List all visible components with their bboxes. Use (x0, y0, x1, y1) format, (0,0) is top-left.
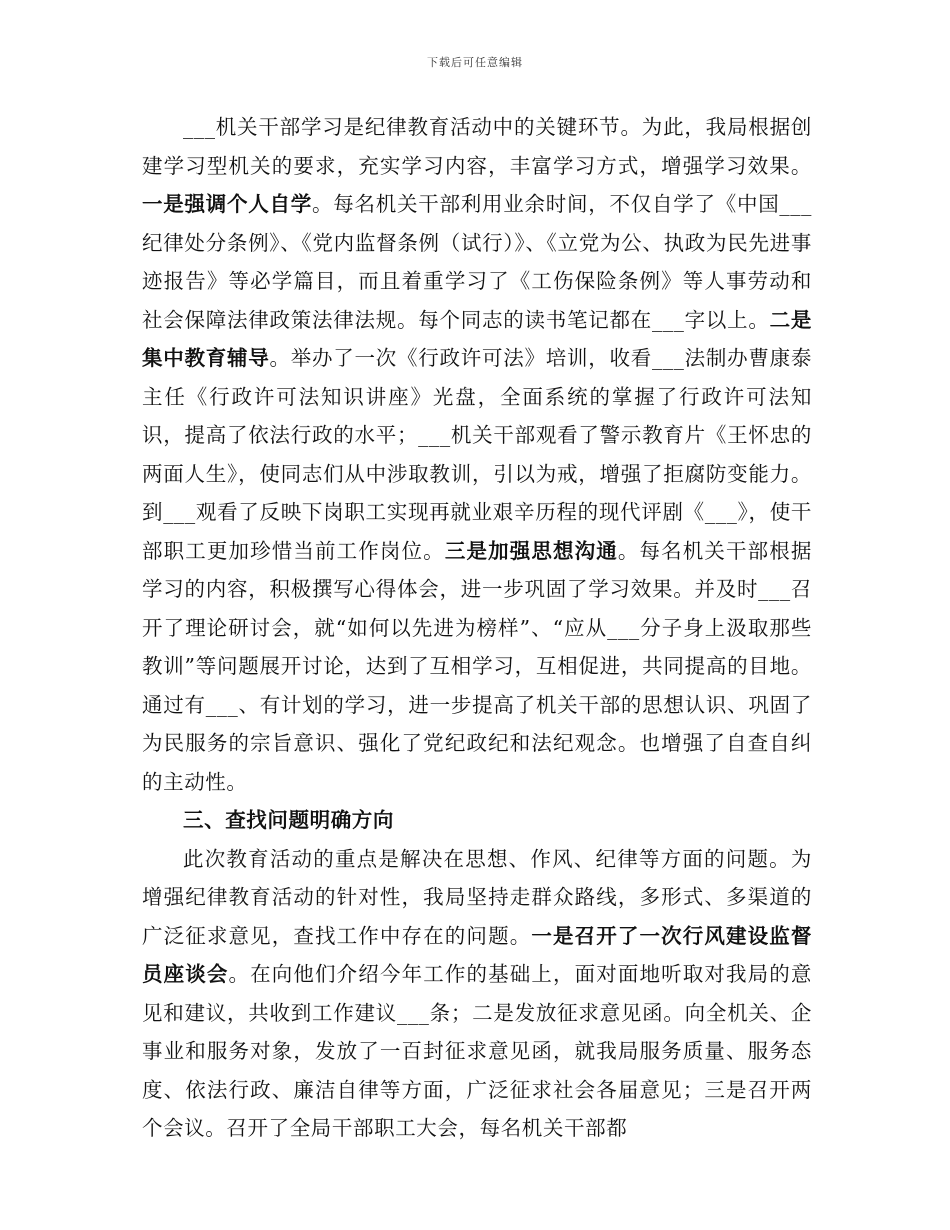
text-segment: 。举办了一次《行政许可法》培训，收看___法制办曹康泰主任《行政许可法知识讲座》光盘，全面系统的掌握了行政许可法知识，提高了依法行政的水平；___机关干部观看了警示教育片《王怀忠的两面人生》，使同志们从中涉取教训，引以为戒，增强了拒腐防变能力。到___观看了反映下岗职工实现再就业艰辛历程的现代评剧《___》，使干部职工更加珍惜当前工作岗位。 (142, 346, 812, 563)
bold-phrase: 三是加强思想沟通 (444, 538, 618, 563)
text-segment: 此次教育活动的重点是解决在思想、作风、纪律等方面的问题。为增强纪律教育活动的针对性，我局坚持走群众路线，多形式、多渠道的广泛征求意见，查找工作中存在的问题。 (142, 846, 812, 948)
section-heading: 三、查找问题明确方向 (183, 808, 394, 832)
text-segment: 。在向他们介绍今年工作的基础上，面对面地听取对我局的意见和建议，共收到工作建议___条；二是发放征求意见函。向全机关、企事业和服务对象，发放了一百封征求意见函，就我局服务质量、服务态度、依法行政、廉洁自律等方面，广泛征求社会各届意见；三是召开两个会议。召开了全局干部职工大会，每名机关干部都 (142, 962, 813, 1140)
paragraph-study (142, 108, 812, 801)
document-body (142, 108, 812, 1148)
text-segment: 。每名机关干部根据学习的内容，积极撰写心得体会，进一步巩固了学习效果。并及时___召开了理论研讨会，就“如何以先进为榜样”、“应从___分子身上汲取那些教训”等问题展开讨论，达到了互相学习，互相促进，共同提高的目地。通过有___、有计划的学习，进一步提高了机关干部的思想认识、巩固了为民服务的宗旨意识、强化了党纪政纪和法纪观念。也增强了自查自纠的主动性。 (142, 538, 812, 794)
bold-phrase: 二是集中教育辅导 (142, 307, 812, 370)
paragraph-problems (142, 840, 812, 1148)
text-segment: 。每名机关干部利用业余时间，不仅自学了《中国___纪律处分条例》、《党内监督条例（试行）》、《立党为公、执政为民先进事迹报告》等必学篇目，而且着重学习了《工伤保险条例》等人事劳动和社会保障法律政策法律法规。每个同志的读书笔记都在___字以上。 (142, 192, 812, 332)
text-segment: ___机关干部学习是纪律教育活动中的关键环节。为此，我局根据创建学习型机关的要求，充实学习内容，丰富学习方式，增强学习效果。 (142, 115, 812, 178)
page-header: 下载后可任意编辑 (427, 56, 523, 69)
bold-phrase: 一是召开了一次行风建设监督员座谈会 (142, 923, 812, 986)
bold-phrase: 一是强调个人自学 (142, 192, 312, 216)
